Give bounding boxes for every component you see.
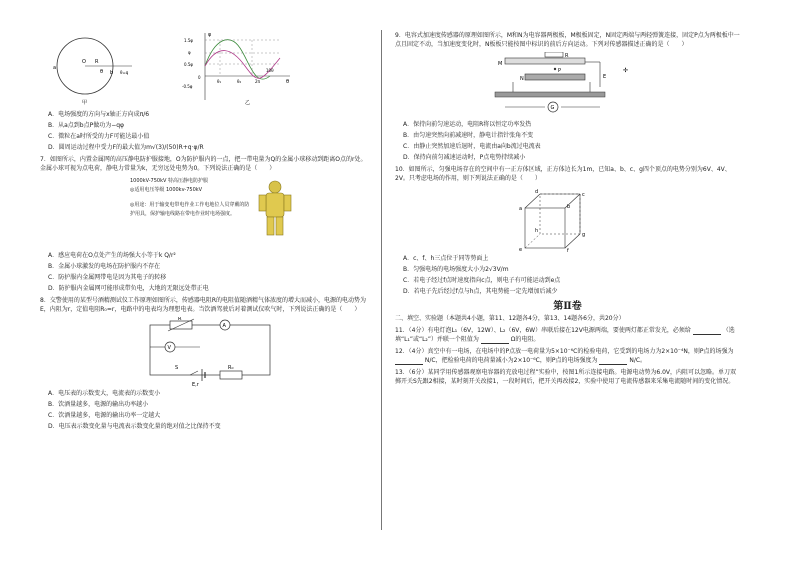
q11-blank-2[interactable] [481, 336, 509, 344]
q13-text: 13．（6分）某同学用传感器观察电容器的充放电过程”实验中，按图1所示连接电路。电源电动势为6.0V，内阻可以忽略。单刀双掷开关S先跟2相接，某时刻开关改接1，一段时间后，把开关再改接2，实验中使用了电流传感器来采集电流随时间的变化情况。 [395, 369, 737, 385]
q12-end: N/C。 [629, 357, 647, 364]
section-2-title: 第Ⅱ卷 [553, 301, 582, 312]
circuit-label-v: V [167, 345, 171, 351]
fig-label-jia: 甲 [82, 100, 88, 106]
q9-option-d: D．保持向前匀减速运动时，P点电势持续减小 [403, 154, 526, 161]
q6-diagram [40, 28, 370, 108]
q10-text: 10．如图所示，匀强电场存在的空间中有一正方体区域，正方体边长为1m，已知a、b、c、g四个顶点的电势分别为6V、4V、2V。只考虑电场的作用，则下列说法正确的是（ ） [395, 166, 731, 182]
q9-option-b: B．由匀速突然向前减速时，静电计指针张角不变 [403, 132, 534, 139]
circle-label-theta: θ [100, 69, 104, 75]
q6-option-b: B．从a点到b点P做功为−qφ [48, 122, 125, 129]
circuit-label-r: R [178, 317, 182, 322]
circuit-label-r0: R₀ [228, 365, 234, 371]
q10-option-d: D．若电子先后经过f点与h点，其电势能一定先增加后减少 [403, 288, 558, 295]
protective-suit-icon [255, 179, 295, 239]
left-column [40, 28, 370, 433]
y-axis-label: φ [208, 32, 212, 38]
cube-label-a: a [519, 206, 523, 212]
fig9-label-n: N [520, 76, 524, 82]
q9-diagram [395, 52, 740, 118]
q7-text: 7．如图所示，内置金属网的高压静电防护服接地，O为防护服内的一点，把一带电量为Q的金属小球移动到距离O点的r处。金属小球可视为点电荷，静电力常量为k，无穷远处电势为0。下列说法正确的是（ ） [40, 156, 367, 172]
y-tick-0: 1.5φ [184, 38, 193, 43]
cube-label-c: c [582, 192, 585, 198]
fig9-label-r: R [565, 53, 569, 59]
q8-option-b: B．饮酒量越多，电源的输出功率越小 [48, 401, 149, 408]
x-tick-0: θ₁ [217, 79, 222, 84]
q8-circuit [40, 317, 370, 387]
q11-text: 11．（4分）有电灯泡L₁（6V，12W）、L₂（6V，6W）串联后接在12V电源两端，要使两灯都正常发光，必须给 [395, 327, 691, 334]
q8-option-c: C．饮酒量越多，电源的输出功率一定越大 [48, 412, 161, 419]
q11-mid: （选填“L₁”或“L₂”）并联一个阻值为 [395, 327, 735, 343]
circle-label-r: R [95, 59, 99, 65]
q6-option-c: C．微粒在a时所受的力F可能达最小值 [48, 133, 150, 140]
circle-label-b: b [110, 70, 114, 76]
q7-label-1: 1000kV-750kV 特高压静电防护服 [130, 178, 209, 184]
y-tick-3: 0 [198, 75, 201, 80]
cube-label-f: f [567, 248, 569, 252]
q7-option-b: B．金属小球激发的电场在防护服内不存在 [48, 263, 161, 270]
circuit-label-er: E,r [192, 382, 199, 387]
circuit-label-s: S [175, 365, 179, 371]
q7-option-a: A．感应电荷在O点处产生的场强大小等于k Q/r² [48, 252, 176, 259]
x-axis-label: θ [286, 79, 290, 85]
q8-text: 8．交警使用的某型号酒精测试仪工作原理如图所示，传感器电阻R的电阻值随酒精气体浓度的增大而减小，电源的电动势为E，内阻为r，定值电阻R₀=r，电路中的电表均为理想电表。当饮酒驾驶后对着测试仪吹气时，下列说法正确的是（ ） [40, 297, 366, 313]
fig9-label-p: P [558, 68, 562, 74]
cube-label-g: g [582, 232, 586, 238]
x-tick-2: 2π [255, 79, 260, 84]
q10-option-b: B．匀强电场的电场强度大小为2√3V/m [403, 266, 509, 273]
q11-blank-1[interactable] [693, 327, 721, 335]
x-tick-3: 10θ [266, 68, 274, 73]
column-divider [381, 30, 382, 530]
q9-text: 9．电容式加速度传感器的原理如图所示，M和N为电容器两极板，M极板固定，N固定两端与两轻弹簧连接，固定P点为两极板中一点且固定不动，当加速度变化时，N板板只能按图中标识的前后方向运动。下列对传感器描述正确的是（ ） [395, 32, 740, 48]
cube-label-h: h [535, 228, 539, 234]
fig9-label-g: G [550, 105, 555, 111]
y-tick-4: -0.5φ [182, 84, 193, 89]
section-2-subtitle: 二、填空、实验题（本题共4小题，第11、12题各4分，第13、14题各6分，共20分） [395, 315, 625, 322]
q10-cube [395, 186, 740, 252]
q10-figure [395, 186, 740, 252]
q12 [395, 347, 740, 365]
q10-option-c: C．若电子经过f点时速度指向c点，则电子有可能运动到e点 [403, 277, 561, 284]
circle-label-a: a [53, 65, 57, 71]
cube-label-e: e [519, 247, 523, 252]
q6-option-d: D．圆周运动过程中受力F的最大值为m√(3)/(50)R+q·φ/R [48, 144, 204, 151]
fig9-label-m: M [498, 61, 503, 67]
q12-mid: N/C，把检验电荷的电荷量减小为2×10⁻⁶C，则P点的电场强度为 [424, 357, 598, 364]
q8-figure [40, 317, 370, 387]
q9-option-a: A．保持向前匀速运动，电阻R将以恒定功率发热 [403, 121, 532, 128]
right-column [395, 28, 740, 389]
q7-option-d: D．防护服内金属网可能形成带负电，大地的无限远处带正电 [48, 285, 209, 292]
q6-figure [40, 28, 370, 108]
q12-blank-1[interactable] [395, 357, 423, 365]
cube-label-b: b [567, 204, 571, 210]
q9-figure [395, 52, 740, 118]
q12-blank-2[interactable] [599, 357, 627, 365]
q8-option-d: D．电压表示数变化量与电流表示数变化量的绝对值之比保持不变 [48, 423, 221, 430]
compass-icon: ✢ [623, 67, 629, 74]
y-tick-1: φ [188, 50, 191, 55]
q10-option-a: A．c、f、h三点位于同等势面上 [403, 255, 489, 262]
cube-label-d: d [535, 189, 539, 195]
q11-end: Ω的电阻。 [510, 336, 540, 343]
q7-label-3: ◎用途：用于输变电带电作业工作电地位人员穿戴的防护用具，保护输电线路在带电作业时电场强度。 [130, 202, 250, 217]
q6-option-a: A．电场强度的方向与x轴正方向成π/6 [48, 111, 150, 118]
q7-label-2: ◎适用电压等级 1000kv-750kV [130, 187, 203, 193]
fig-label-yi: 乙 [245, 100, 251, 106]
fig9-label-e: E [603, 74, 607, 80]
q11 [395, 326, 740, 344]
q12-text: 12．（4分）真空中有一电场，在电场中的P点放一电荷量为5×10⁻⁶C的检验电荷，它受到的电场力为2×10⁻⁴N，则P点的场强为 [395, 348, 734, 355]
q8-option-a: A．电压表的示数变大，电流表的示数变小 [48, 390, 161, 397]
q7-figure [130, 177, 370, 249]
y-tick-2: 0.5φ [184, 62, 193, 67]
side-label: θ=q [120, 70, 129, 75]
circuit-label-a: A [222, 323, 226, 329]
q7-option-c: C．防护服内金属网带电是因为其电子的转移 [48, 274, 167, 281]
circle-label-o: O [82, 59, 86, 65]
q9-option-c: C．由静止突然加速后退时，电流由a向b流过电流表 [403, 143, 541, 150]
x-tick-1: θ₂ [237, 79, 242, 84]
